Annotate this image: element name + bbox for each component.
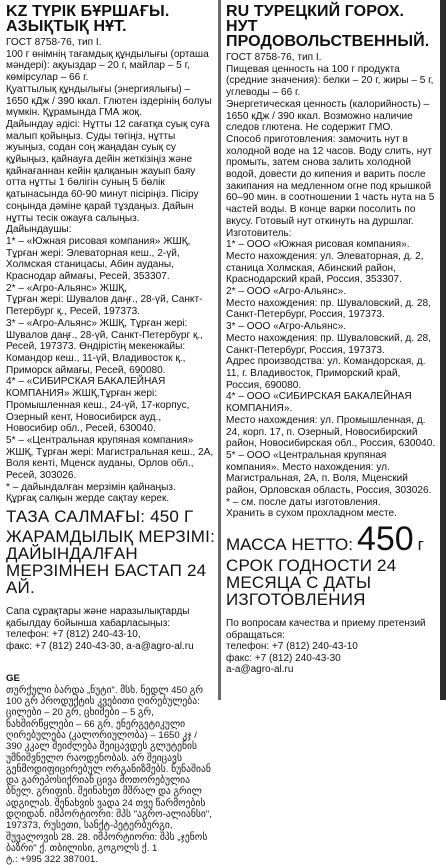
column-divider: [218, 0, 221, 700]
ru-body-text: ГОСТ 8758-76, тип I. Пищевая ценность на 100 г продукта (средние значения): белки – 20 г, жиры – 5 г, углеводы – 66 г. Энергетическая ценность (калорийность) – 1650 кДж / 390 ккал. Возможно наличие следов глютена. Не содержит ГМО. Способ приготовления: замочить нут в холодной воде на 12 часов. Воду слить, нут промыть, затем снова залить холодной водой, довести до кипения и варить после закипания на медленном огне под крышкой 60–90 мин. в соотношении 1 часть нута на 5 частей воды. В конце варки посолить по вкусу. Готовый нут откинуть на дуршлаг. Изготовитель: 1* – ООО «Южная рисовая компания». Место нахождения: ул. Элеваторная, д. 2, станица Холмская, Абинский район, Краснодарский край, Россия, 353307. 2* – ООО «Агро-Альянс». Место нахождения: пр. Шуваловский, д. 28, Санкт-Петербург, Россия, 197373. 3* – ООО «Агро-Альянс». Место нахождения: пр. Шуваловский, д. 28, Санкт-Петербург, Россия, 197373. Адрес производства: ул. Командорская, д. 11, г. Владивосток, Приморский край, Россия, 690080. 4* – ООО «СИБИРСКАЯ БАКАЛЕЙНАЯ КОМПАНИЯ». Место нахождения: ул. Промышленная, д. 24, корп. 17, п. Озерный, Новосибирский район, Новосибирская обл., Россия, 630040. 5* – ООО «Центральная крупяная компания». Место нахождения: ул. Магистральная, 2А, п. Воля, Мценский район, Орловская область, Россия, 303026. * – см. после даты изготовления. Хранить в сухом прохладном месте.: [226, 52, 436, 520]
kz-product-name: ТҮРІК БҰРШАҒЫ. АЗЫҚТЫҚ НҰТ.: [6, 3, 170, 35]
ge-lang-code: GE: [6, 673, 20, 685]
ru-mass-label: МАССА НЕТТО:: [226, 535, 353, 555]
ru-product-name: ТУРЕЦКИЙ ГОРОХ. НУТ ПРОДОВОЛЬСТВЕННЫЙ.: [226, 3, 430, 50]
kz-net-mass: ТАЗА САЛМАҒЫ: 450 Г: [6, 507, 194, 527]
kz-title: [6, 4, 215, 34]
ru-net-mass: [226, 520, 437, 559]
ru-mass-value: 450: [356, 520, 414, 559]
ru-mass-unit: г: [417, 535, 424, 555]
kz-column: [6, 4, 215, 865]
package-edge: [440, 0, 446, 700]
ru-title: [226, 4, 437, 49]
ru-column: [226, 4, 437, 686]
ru-lang-code: RU: [226, 3, 250, 20]
kz-shelf-life: ЖАРАМДЫЛЫҚ МЕРЗІМІ: ДАЙЫНДАЛҒАН МЕРЗІМНЕН БАСТАП 24 АЙ.: [6, 527, 215, 598]
ge-section: [6, 662, 215, 865]
kz-lang-code: KZ: [6, 3, 28, 20]
ge-body-text: თურქული ბარდა „ნუტი". მსხ. ნედლ 450 გრ 100 გრ პროდუქტის კვებითი ღირებულება: ცილები – 20 გრ, ცხიმები – 5 გრ, ნახშირწყლები – 66 გრ, ენერგეტიკული ღირებულება (კალორიულობა) – 1650 კჯ / 390 კკალ შეიძლება შეიცავდეს გლუტენის უმნიშვნელო რაოდენობას. არ შეიცავს გენმოდიფიცირებულ ორგანიზმებს. ნუნაშიან და გარეპოსიქრიან ცივა მოთორებულია ბნელ. გრიფის. შეინახეთ მშრალ და გრილ ადგილას. შენახვის ვადა 24 თვე წარმოების დღიდან. იმპორტიორი: შპს "აგრო-ალიანსი", 197373, რუსეთი, სანქტ-პეტერბურგი, შუვალოვის 28. 28. იმპორტიორი: შპს „ჯენოს ბაზრი" ქ. თბილისი, გოგოლს ქ. 1 ტ.: +995 322 387001.: [6, 684, 212, 865]
kz-body-text: ГОСТ 8758-76, тип I. 100 г өнімнің тағамдық құндылығы (орташа мәндері): ақуыздар – 20 г, майлар – 5 г, көмірсулар – 66 г. Қуаттылық құндылығы (энергиялығы) – 1650 кДж / 390 ккал. Глютен іздерінің болуы мүмкін. Құрамында ГМА жоқ. Дайындау әдісі: Нұтты 12 сағатқа суық суға малып қойыңыз. Суды төгіңіз, нұтты жуыңыз, содан соң жаңадан суық су құйыңыз, қайнауға дейін жеткізіңіз және қайнағаннан кейін қалқанын жауып баяу отта нұтты 1 бөлігін суның 5 бөлік қатынасында 60-90 минут пісіріңіз. Пісіру соңында дәміне қарай тұздаңыз. Дайын нұтты тесік ожауға салыңыз. Дайындаушы: 1* – «Южная рисовая компания» ЖШҚ, Тұрған жері: Элеваторная кеш., 2-үй, Холмская станицасы, Абин ауданы, Краснодар аймағы, Ресей, 353307. 2* – «Агро-Альянс» ЖШҚ, Тұрған жері: Шувалов даңғ., 28-үй, Санкт-Петербург қ., Ресей, 197373. 3* – «Агро-Альянс» ЖШҚ, Тұрған жері: Шувалов даңғ., 28-үй, Санкт-Петербург қ., Ресей, 197373. Өндірістің мекенжайы: Командор кеш., 11-үй, Владивосток қ., Приморск аймағы, Ресей, 690080. 4* – «СИБИРСКАЯ БАКАЛЕЙНАЯ КОМПАНИЯ» ЖШҚ,Тұрған жері: Промышленная кеш., 24-үй, 17-корпус, Озерный кент, Новосибирск ауд., Новосибир обл., Ресей, 630040. 5* – «Центральная крупяная компания» ЖШҚ, Тұрған жері: Магистральная кеш., 2А, Воля кенті, Мценск ауданы, Орлов обл., Ресей, 303026. * – дайындалған мерзімін қайнаңыз. Құрғақ салқын жерде сақтау керек.: [6, 37, 214, 505]
kz-contact: Сапа сұрақтары және наразылықтарды қабылдау бойынша хабарласыңыз: телефон: +7 (812) 240-43-10, факс: +7 (812) 240-43-30, a-a@agro-al.ru: [6, 606, 194, 652]
ru-shelf-life: СРОК ГОДНОСТИ 24 МЕСЯЦА С ДАТЫ ИЗГОТОВЛЕНИЯ: [226, 556, 397, 610]
ru-contact: По вопросам качества и приему претензий обращаться: телефон: +7 (812) 240-43-10 факс: +7 (812) 240-43-30 a-a@agro-al.ru: [226, 618, 426, 676]
